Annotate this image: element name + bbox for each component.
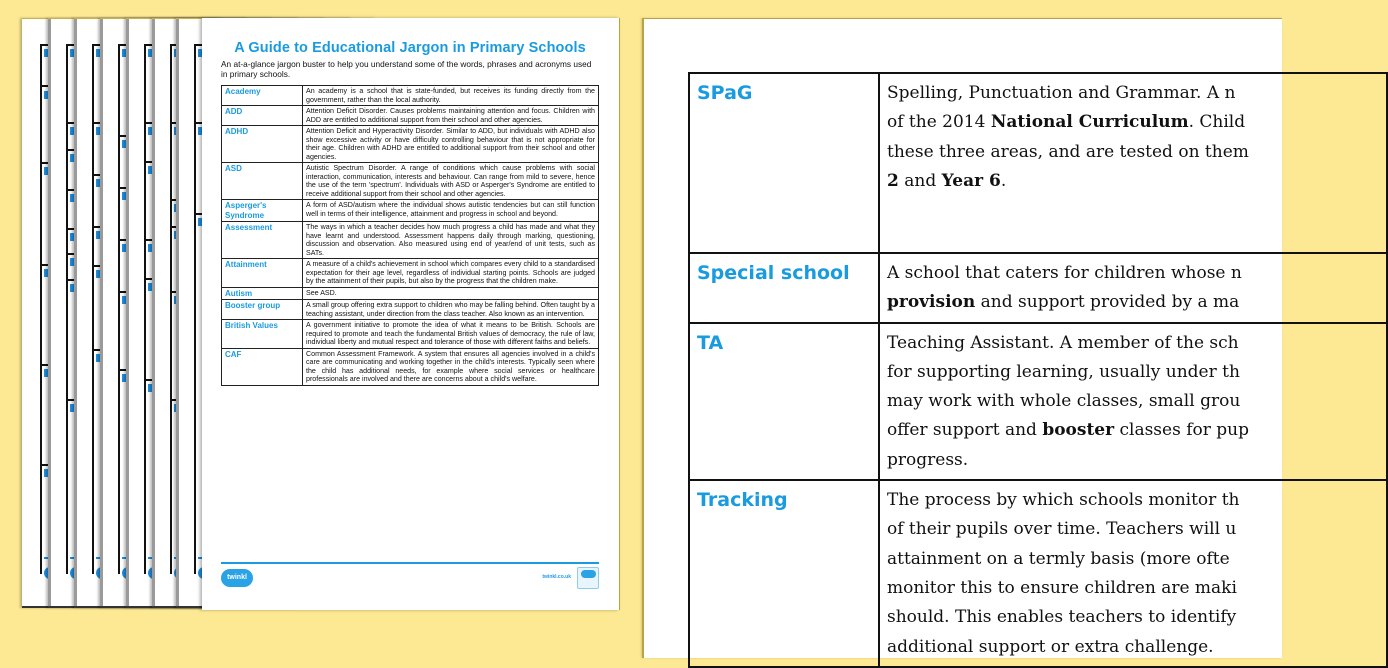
document-page	[202, 18, 620, 610]
document-title: A Guide to Educational Jargon in Primary Schools	[234, 40, 586, 56]
glossary-term: ADHD	[222, 126, 303, 163]
glossary-definition: See ASD.	[303, 287, 599, 300]
zoomed-term: Tracking	[689, 480, 879, 667]
definition-line: A school that caters for children whose n	[887, 263, 1242, 283]
twinkl-logo: twinkl	[221, 569, 253, 587]
document-intro: An at-a-glance jargon buster to help you understand some of the words, phrases and acronyms used in primary schools.	[221, 59, 592, 79]
definition-line: of their pupils over time. Teachers will u	[887, 519, 1237, 540]
glossary-definition: Common Assessment Framework. A system that ensures all agencies involved in a child's care are communicating and working together in the child's interests. Typically seen where the child has additional needs, for example where social services or healthcare professionals are involved and there are concerns about a child's welfare.	[303, 348, 599, 385]
zoomed-definition	[879, 253, 1387, 323]
glossary-row	[222, 222, 599, 259]
quality-badge-icon	[577, 567, 599, 589]
zoomed-glossary-table	[688, 72, 1388, 668]
glossary-term: British Values	[222, 320, 303, 349]
glossary-definition: Attention Deficit Disorder. Causes problems maintaining attention and focus. Children with ADD are entitled to additional support from their school and other agencies.	[303, 106, 599, 126]
definition-line: The process by which schools monitor th	[887, 490, 1240, 511]
zoomed-term: Special school	[689, 253, 879, 323]
glossary-definition: A form of ASD/autism where the individual shows autistic tendencies but can still function well in terms of their intelligence, attainment and progress in school and beyond.	[303, 200, 599, 222]
zoomed-definition	[879, 480, 1387, 667]
zoomed-row	[689, 480, 1387, 667]
zoomed-row	[689, 73, 1387, 253]
definition-line: progress.	[887, 449, 969, 470]
zoomed-definition	[879, 73, 1387, 253]
glossary-definition: A small group offering extra support to children who may be falling behind. Often taught by a teaching assistant, under direction from the class teacher. Also known as an intervention.	[303, 300, 599, 320]
glossary-term: ADD	[222, 106, 303, 126]
site-url: twinkl.co.uk	[542, 574, 571, 580]
glossary-term: CAF	[222, 348, 303, 385]
definition-line: monitor this to ensure children are maki	[887, 577, 1237, 598]
definition-line: should. This enables teachers to identify	[887, 607, 1237, 628]
definition-line: for supporting learning, usually under th	[887, 361, 1240, 382]
glossary-definition: A government initiative to promote the idea of what it means to be British. Schools are required to promote and teach the fundamental British values of democracy, the rule of law, individual liberty and mutual respect and tolerance of those with different faiths and beliefs.	[303, 320, 599, 349]
glossary-term: Academy	[222, 86, 303, 106]
definition-line: attainment on a termly basis (more ofte	[887, 548, 1230, 569]
definition-line: these three areas, and are tested on them	[887, 141, 1249, 162]
glossary-term: Attainment	[222, 259, 303, 288]
zoomed-definition	[879, 323, 1387, 480]
glossary-row	[222, 348, 599, 385]
glossary-row	[222, 200, 599, 222]
glossary-definition: Autistic Spectrum Disorder. A range of conditions which cause problems with social interaction, communication, interests and behaviour. Can range from mild to severe, hence the use of the term 'spectrum'. Individuals with ASD or Asperger's Syndrome are entitled to receive additional support from their school and other agencies.	[303, 163, 599, 200]
glossary-term: Autism	[222, 287, 303, 300]
definition-line: provision and support provided by a ma	[887, 292, 1240, 313]
glossary-row	[222, 86, 599, 106]
glossary-term: Asperger's Syndrome	[222, 200, 303, 222]
glossary-row	[222, 287, 599, 300]
definition-line: additional support or extra challenge.	[887, 636, 1214, 657]
zoomed-row	[689, 253, 1387, 323]
definition-line: 2 and Year 6.	[887, 170, 1007, 191]
definition-line: of the 2014 National Curriculum. Child	[887, 112, 1246, 133]
definition-line: offer support and booster classes for pup	[887, 420, 1249, 441]
zoomed-term: TA	[689, 323, 879, 480]
zoomed-page-detail	[642, 18, 1282, 658]
glossary-row	[222, 126, 599, 163]
zoomed-row	[689, 323, 1387, 480]
definition-line: Spelling, Punctuation and Grammar. A n	[887, 83, 1236, 103]
glossary-table	[221, 85, 599, 386]
glossary-row	[222, 320, 599, 349]
document-footer	[221, 562, 599, 581]
glossary-definition: An academy is a school that is state-funded, but receives its funding directly from the government, rather than the local authority.	[303, 86, 599, 106]
definition-line: Teaching Assistant. A member of the sch	[887, 332, 1239, 353]
zoomed-term: SPaG	[689, 73, 879, 253]
glossary-term: Assessment	[222, 222, 303, 259]
definition-line: may work with whole classes, small grou	[887, 391, 1241, 412]
glossary-row	[222, 163, 599, 200]
glossary-row	[222, 106, 599, 126]
glossary-row	[222, 300, 599, 320]
glossary-definition: A measure of a child's achievement in school which compares every child to a standardised expectation for their age level, regardless of individual starting points. Schools are judged by the attainment of their pupils, but also by the progress that the children make.	[303, 259, 599, 288]
glossary-row	[222, 259, 599, 288]
glossary-definition: Attention Deficit and Hyperactivity Disorder. Similar to ADD, but individuals with ADHD also show excessive activity or have difficulty controlling behaviour that is not appropriate for their age. Children with ADHD are entitled to additional support from their school and other agencies.	[303, 126, 599, 163]
glossary-term: Booster group	[222, 300, 303, 320]
glossary-definition: The ways in which a teacher decides how much progress a child has made and what they have learnt and understood. Assessment happens daily through marking, questioning, discussion and observation. Also measured using end of year/end of unit tests, such as SATs.	[303, 222, 599, 259]
glossary-term: ASD	[222, 163, 303, 200]
